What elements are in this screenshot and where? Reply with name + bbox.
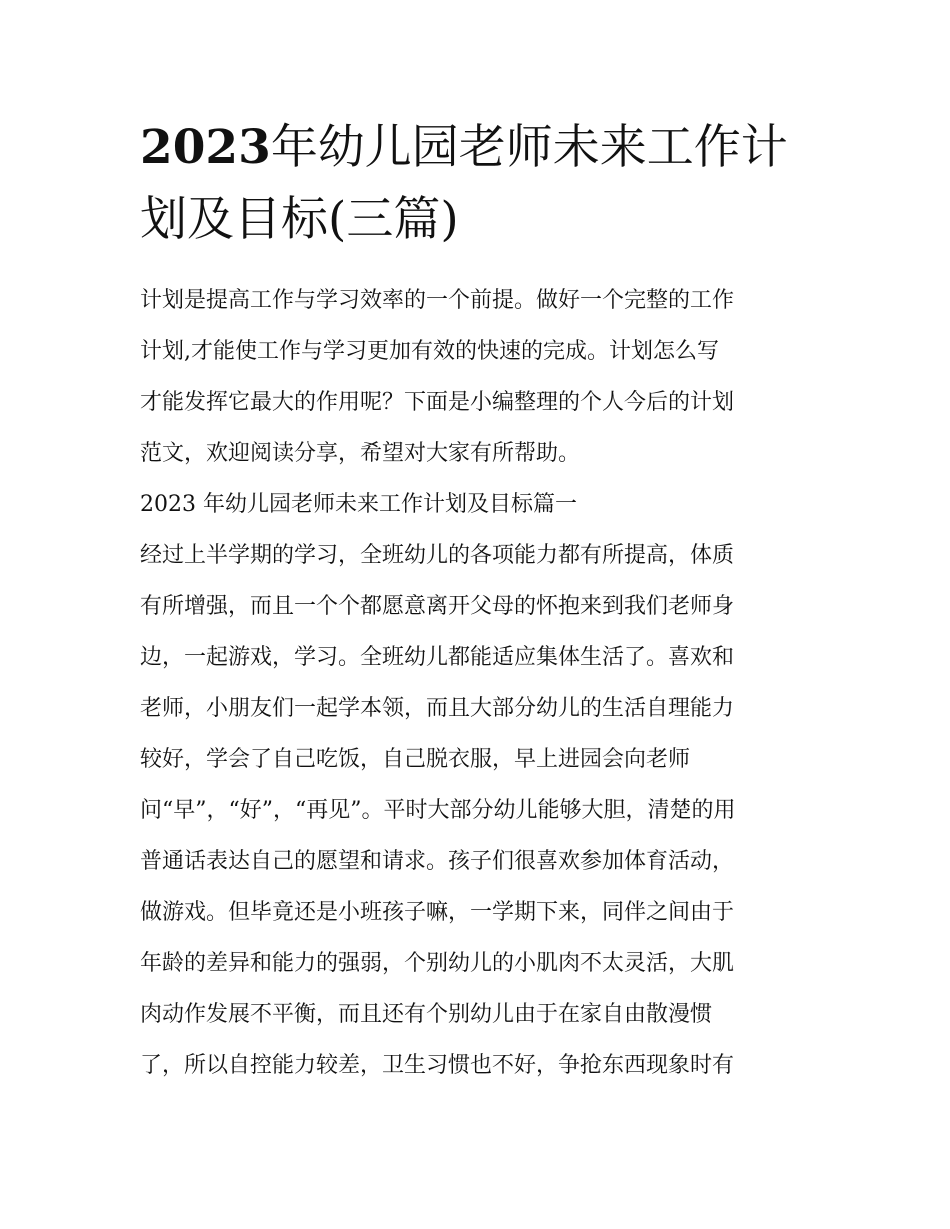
paragraph-line: 普通话表达自己的愿望和请求。孩子们很喜欢参加体育活动， <box>140 849 735 874</box>
paragraph-line: 有所增强，而且一个个都愿意离开父母的怀抱来到我们老师身 <box>140 594 735 619</box>
intro-line: 范文，欢迎阅读分享，希望对大家有所帮助。 <box>140 441 581 466</box>
intro-line: 才能发挥它最大的作用呢？下面是小编整理的个人今后的计划 <box>140 390 735 415</box>
body-paragraph <box>140 530 820 1091</box>
title-line-1 <box>140 112 820 184</box>
paragraph-line: 肉动作发展不平衡，而且还有个别幼儿由于在家自由散漫惯 <box>140 1002 713 1027</box>
paragraph-line: 问“早”，“好”，“再见”。平时大部分幼儿能够大胆，清楚的用 <box>140 798 736 823</box>
paragraph-line: 做游戏。但毕竟还是小班孩子嘛，一学期下来，同伴之间由于 <box>140 900 735 925</box>
document-title <box>140 112 820 256</box>
paragraph-line: 经过上半学期的学习，全班幼儿的各项能力都有所提高，体质 <box>140 543 735 568</box>
title-year: 2023 <box>140 120 271 175</box>
intro-line: 计划是提高工作与学习效率的一个前提。做好一个完整的工作 <box>140 288 735 313</box>
paragraph-line: 老师，小朋友们一起学本领，而且大部分幼儿的生活自理能力 <box>140 696 735 721</box>
paragraph-line: 年龄的差异和能力的强弱，个别幼儿的小肌肉不太灵活，大肌 <box>140 951 735 976</box>
intro-paragraph <box>140 275 820 479</box>
paragraph-line: 了，所以自控能力较差，卫生习惯也不好，争抢东西现象时有 <box>140 1053 735 1078</box>
title-line-2: 划及目标(三篇) <box>140 192 459 247</box>
section-subheading <box>140 479 820 530</box>
title-line-1-text: 年幼儿园老师未来工作计 <box>270 120 788 175</box>
intro-line: 计划,才能使工作与学习更加有效的快速的完成。计划怎么写 <box>140 339 719 364</box>
paragraph-line: 边，一起游戏，学习。全班幼儿都能适应集体生活了。喜欢和 <box>140 645 735 670</box>
paragraph-line: 较好，学会了自己吃饭，自己脱衣服，早上进园会向老师 <box>140 747 691 772</box>
subheading-text: 2023 年幼儿园老师未来工作计划及目标篇一 <box>140 492 577 517</box>
